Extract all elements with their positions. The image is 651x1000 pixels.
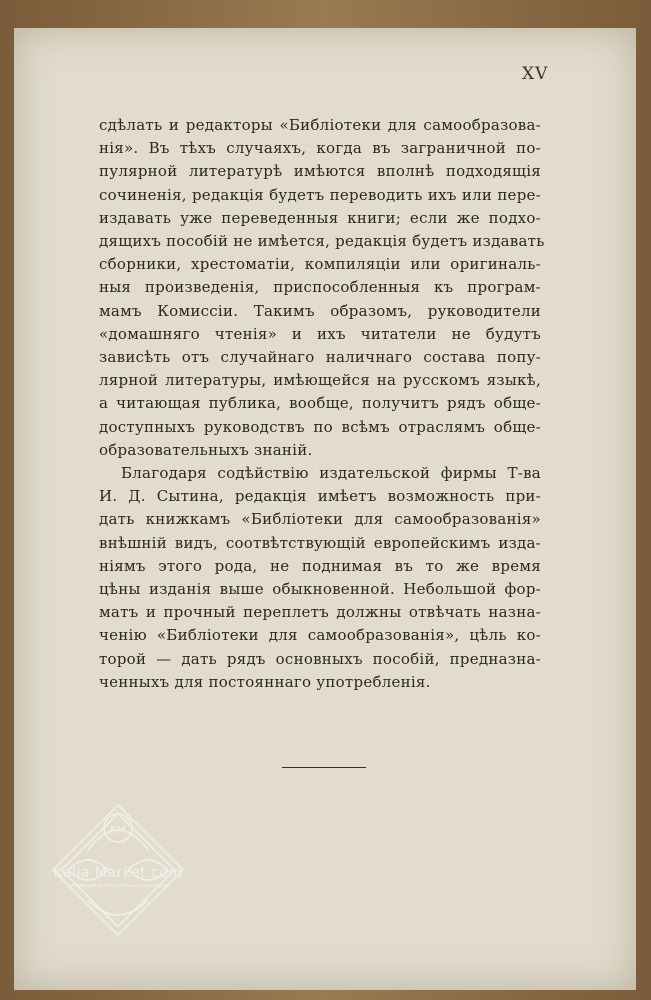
text-line: лярной литературы, имѣющейся на русскомъ языкѣ, <box>99 371 541 390</box>
watermark-emblem: KM <box>110 825 126 836</box>
watermark-logo <box>38 790 198 950</box>
text-line: ченію «Библіотеки для самообразованія», цѣль ко- <box>99 626 541 645</box>
watermark-subtitle: антикварный мир книжных ценностей <box>66 883 170 889</box>
text-line: нія». Въ тѣхъ случаяхъ, когда въ заграничной по- <box>99 139 541 158</box>
text-line: внѣшній видъ, соотвѣтствующій европейскимъ изда- <box>99 533 541 552</box>
watermark-title: Kalia Market.com <box>53 865 183 881</box>
text-line: ныя произведенія, приспособленныя къ програм- <box>99 278 541 297</box>
text-line: И. Д. Сытина, редакція имѣетъ возможность при- <box>99 487 541 506</box>
text-line: ченныхъ для постояннаго употребленія. <box>99 672 431 691</box>
text-line: Благодаря содѣйствію издательской фирмы Т-ва <box>121 464 541 483</box>
text-line: мамъ Комиссіи. Такимъ образомъ, руководители <box>99 301 541 320</box>
text-line: цѣны изданія выше обыкновенной. Небольшой фор- <box>99 580 541 599</box>
body-text <box>99 114 545 694</box>
section-divider <box>282 767 366 768</box>
text-line: матъ и прочный переплетъ должны отвѣчать назна- <box>99 603 541 622</box>
text-line: дящихъ пособій не имѣется, редакція будетъ издавать <box>99 232 545 251</box>
text-line: «домашняго чтенія» и ихъ читатели не будутъ <box>99 324 541 343</box>
text-line: дать книжкамъ «Библіотеки для самообразованія» <box>99 510 541 529</box>
text-line: сдѣлать и редакторы «Библіотеки для самообразова- <box>99 116 541 134</box>
text-line: пулярной литературѣ имѣются вполнѣ подходящія <box>99 162 541 181</box>
text-line: издавать уже переведенныя книги; если же подхо- <box>99 208 541 227</box>
text-line: а читающая публика, вообще, получитъ рядъ обще- <box>99 394 541 413</box>
text-line: ніямъ этого рода, не поднимая въ то же время <box>99 556 541 575</box>
text-line: зависѣть отъ случайнаго наличнаго состава попу- <box>99 348 541 367</box>
page-number: XV <box>522 64 549 84</box>
text-line: доступныхъ руководствъ по всѣмъ отраслямъ обще- <box>99 417 541 436</box>
text-line: сочиненія, редакція будетъ переводить ихъ или пере- <box>99 185 541 204</box>
text-line: торой — дать рядъ основныхъ пособій, предназна- <box>99 649 541 668</box>
text-line: образовательныхъ знаній. <box>99 440 313 459</box>
text-line: сборники, хрестоматіи, компиляціи или оригиналь- <box>99 255 541 274</box>
